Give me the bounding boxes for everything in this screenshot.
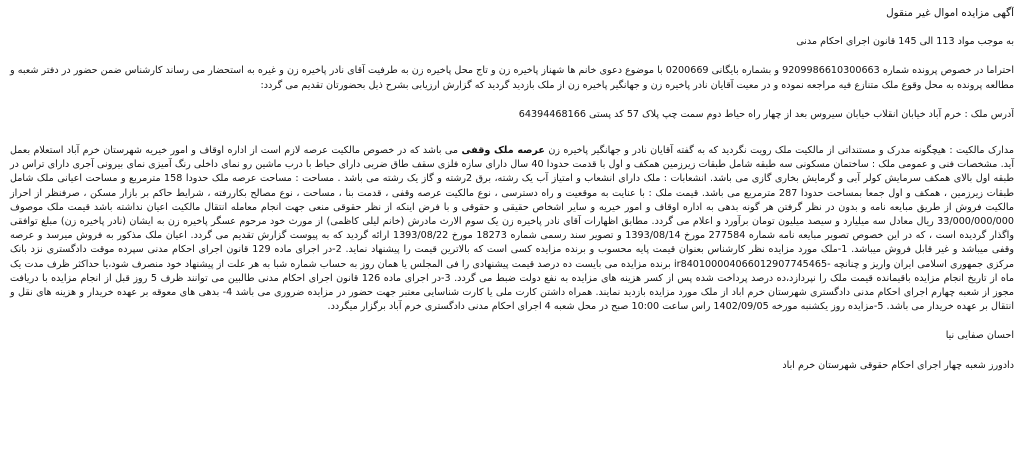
body-text-continued: می باشد که در خصوص مالکیت عرصه لازم است از اداره اوقاف و امور خیریه شهرستان خرم آباد استعلام بعمل آید. مشخصات فنی و عمومی ملک : ساختمان مسکونی سه طبقه شامل طبقات زیرزمین همکف و اول با قدمت حدودا 40 سال دارای سازه فلزی سقف طاق ضربی دارای حیاط با درب ماشین رو نمای داخلی رنگ آمیزی نمای بیرونی آجری دارای تراس در طبقه اول بالای همکف سرمایش کولر آبی و گرمایش بخاری گازی می باشد. انشعابات : ملک دارای انشعاب و امتیاز آب یک رشته، برق 2رشته و گاز یک رشته می باشد . مساحت : مساحت عرصه ملک حدودا 158 مترمربع و مساحت اعیانی ملک شامل طبقات زیرزمین ، همکف و اول جمعا بمساحت حدودا 287 مترمربع می باشد. قیمت ملک : با عنایت به موقعیت و راه دسترسی ، نوع مالکیت عرصه وقفی ، قدمت بنا ، مساحت ، نوع مصالح بکاررفته ، شرایط حاکم بر بازار مسکن ، صرفنظر از احراز مالکیت فروش از طریق مبایعه نامه و بدون در نظر گرفتن هر گونه بدهی به اداره اوقاف و امور خیریه و سایر اشخاص حقیقی و حقوقی و با فرض اینکه از نظر حقوقی منعی جهت انجام معامله انتقال مالکیت اعیان نداشته باشد قیمت ملک موصوف 33/000/000/000 ریال معادل سه میلیارد و سیصد میلیون تومان برآورد و اعلام می گردد. مطابق اظهارات آقای نادر پاخیره زن یک سوم الارث مادرش (خانم لیلی کاظمی) از مورث خود مرحوم عسگر پاخیره زن به ایشان (نادر پاخیره زن) مبلغ توافقی واگذار گردیده است ، که در این خصوص تصویر مبایعه نامه شماره 277584 مورخ 1393/08/14 و تصویر سند رسمی شماره 18273 مورخ 1393/08/22 ارائه گردید که به پیوست گزارش تقدیم می گردد. اعیان ملک مذکور به فروش میرسد و عرصه وقفی میباشد و غیر قابل فروش میباشد. 1-ملک مورد مزایده نظر کارشناس بعنوان قیمت پایه محسوب و برنده مزایده کسی است که بالاترین قیمت را پیشنهاد نماید. 2-در اجرای ماده 129 قانون اجرای احکام مدنی سپرده موقت دادگستری نزد بانک مرکزی جمهوری اسلامی ایران واریز و چنانچه -ir840100004066012907745465 برنده مزایده می بایست ده درصد قیمت پیشنهادی را فی المجلس یا همان روز به حساب شماره شبا به هر علت از پیشنهاد خود منصرف شود،یا حداکثر ظرف مدت یک ماه از تاریخ انجام مزایده باقیمانده قیمت ملک را نپردازد،ده درصد پرداخت شده پس از کسر هزینه های مزایده به نفع دولت ضبط می گردد. 3-در اجرای ماده 126 قانون اجرای احکام مدنی طالبین می توانند ظرف 5 روز قبل از انجام مزایده با دریافت مجوز از شعبه چهارم اجرای احکام مدنی دادگستری شهرستان خرم اباد از ملک مورد مزایده بازدید نمایند. همراه داشتن کارت ملی یا کارت شناسایی معتبر جهت حضور در مزایده ضروری می باشد 4- بدهی های معوقه بر عهده خریدار و هزینه های نقل و انتقال بر عهده خریدار می باشد. 5-مزایده روز یکشنبه مورخه 1402/09/05 راس ساعت 10:00 صبح در محل شعبه 4 اجرای احکام مدنی دادگستری خرم آباد برگزار میگردد. xyxy=(10,145,1015,313)
notice-intro: احتراما در خصوص پرونده شماره 9209986610300663 و بشماره بایگانی 0200669 با موضوع دعوی خانم ها شهناز پاخیره زن و تاج محل پاخیره زن به طرفیت آقای نادر پاخیره زن و غیره به استحضار می رساند کارشناس ضمن حضور در دفتر شعبه و مطالعه پرونده به محل وقوع ملک متنازع فیه مراجعه نموده و در معیت آقایان نادر پاخیره زن و جهانگیر پاخیره زن از ملک بازدید گردید که گزارش ارزیابی بشرح ذیل بحضورتان تقدیم می گردد: xyxy=(10,65,1015,91)
spacer xyxy=(10,314,1014,329)
spacer xyxy=(10,20,1014,35)
signature-title: دادورز شعبه چهار اجرای احکام حقوقی شهرستان خرم اباد xyxy=(782,359,1014,371)
spacer xyxy=(10,122,1014,144)
spacer xyxy=(10,93,1014,108)
property-address: آدرس ملک : خرم آباد خیابان انقلاب خیابان سیروس بعد از چهار راه حیاط دوم سمت چپ پلاک 57 کد پستی 64394468166 xyxy=(518,108,1014,120)
body-text: مدارک مالکیت : هیچگونه مدرک و مستنداتی از مالکیت ملک رویت نگردید که به گفته آقایان نادر و جهانگیر پاخیره زن xyxy=(544,145,1014,157)
notice-title: آگهی مزایده اموال غیر منقول xyxy=(886,7,1014,19)
signature-name: احسان صفایی نیا xyxy=(945,330,1014,342)
spacer xyxy=(10,49,1014,64)
notice-subtitle: به موجب مواد 113 الی 145 قانون اجرای احکام مدنی xyxy=(796,36,1014,48)
spacer xyxy=(10,344,1014,359)
notice-body xyxy=(10,144,1014,314)
body-bold-text: عرصه ملک وقفی xyxy=(461,145,545,157)
